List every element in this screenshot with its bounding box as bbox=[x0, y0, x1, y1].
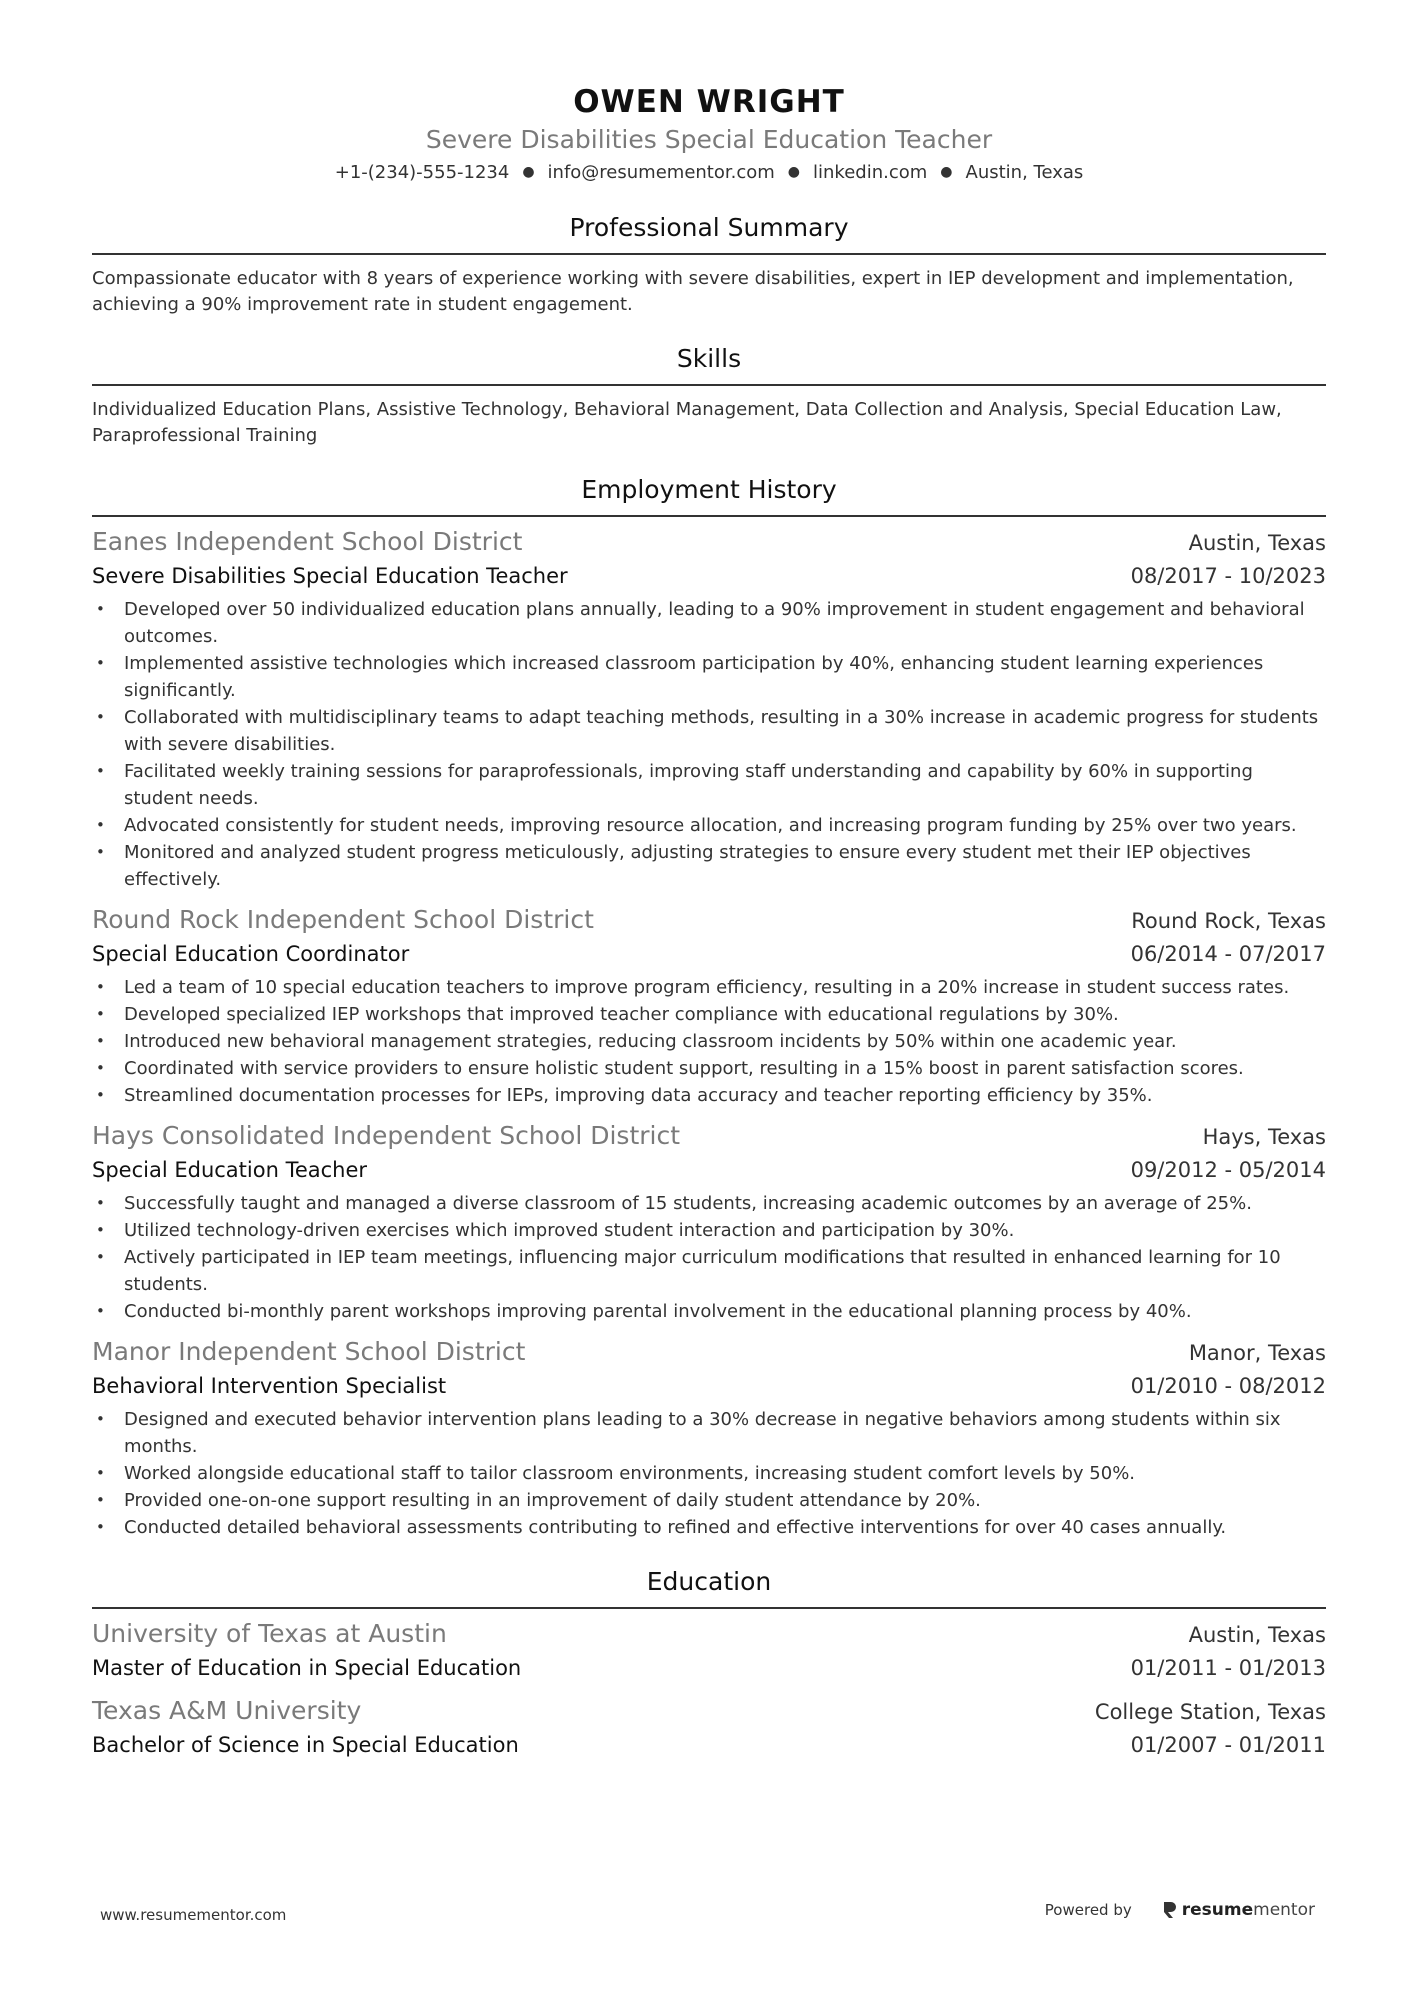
job-role: Severe Disabilities Special Education Teacher bbox=[92, 564, 568, 588]
school-name: University of Texas at Austin bbox=[92, 1619, 447, 1648]
job-location: Manor, Texas bbox=[1188, 1341, 1326, 1365]
contact-phone: +1-(234)-555-1234 bbox=[334, 162, 510, 183]
bullet-separator: ● bbox=[787, 164, 800, 180]
education-entry bbox=[92, 1617, 1326, 1684]
job-bullet: • Collaborated with multidisciplinary teams to adapt teaching methods, resulting in a 30% increase in academic progress for students with severe disabilities. bbox=[92, 704, 1326, 758]
contact-linkedin[interactable]: linkedin.com bbox=[813, 162, 928, 183]
bullet-separator: ● bbox=[522, 164, 535, 180]
footer-website[interactable]: www.resumementor.com bbox=[100, 1906, 287, 1924]
brand-name-bold: resume bbox=[1181, 1900, 1254, 1920]
job-location: Austin, Texas bbox=[1188, 531, 1326, 555]
footer-branding bbox=[1045, 1900, 1315, 1920]
job-bullet: • Worked alongside educational staff to tailor classroom environments, increasing student comfort levels by 50%. bbox=[92, 1460, 1326, 1487]
job-entry bbox=[92, 525, 1326, 893]
job-bullet: • Streamlined documentation processes for IEPs, improving data accuracy and teacher reporting efficiency by 35%. bbox=[92, 1082, 1326, 1109]
job-role: Behavioral Intervention Specialist bbox=[92, 1374, 447, 1398]
powered-by-label: Powered by bbox=[1044, 1901, 1132, 1919]
contact-email[interactable]: info@resumementor.com bbox=[547, 162, 775, 183]
summary-text: Compassionate educator with 8 years of experience working with severe disabilities, expert in IEP development and implementation, achieving a 90% improvement rate in student engagement. bbox=[92, 268, 1294, 315]
education-list bbox=[92, 1617, 1326, 1761]
job-dates: 01/2010 - 08/2012 bbox=[1130, 1374, 1326, 1398]
job-bullet: • Introduced new behavioral management strategies, reducing classroom incidents by 50% within one academic year. bbox=[92, 1028, 1326, 1055]
candidate-title: Severe Disabilities Special Education Teacher bbox=[425, 125, 993, 154]
job-bullet: • Conducted detailed behavioral assessments contributing to refined and effective interventions for over 40 cases annually. bbox=[92, 1514, 1326, 1541]
job-role: Special Education Coordinator bbox=[92, 942, 410, 966]
job-bullet: • Coordinated with service providers to ensure holistic student support, resulting in a 15% boost in parent satisfaction scores. bbox=[92, 1055, 1326, 1082]
job-bullet: • Advocated consistently for student needs, improving resource allocation, and increasing program funding by 25% over two years. bbox=[92, 812, 1326, 839]
education-dates: 01/2011 - 01/2013 bbox=[1130, 1656, 1326, 1680]
job-bullets bbox=[92, 1406, 1326, 1541]
section-heading-summary: Professional Summary bbox=[92, 211, 1326, 255]
job-location: Hays, Texas bbox=[1202, 1125, 1326, 1149]
job-organization: Manor Independent School District bbox=[92, 1337, 526, 1366]
job-dates: 06/2014 - 07/2017 bbox=[1130, 942, 1326, 966]
contact-line bbox=[92, 158, 1326, 187]
job-bullet: • Facilitated weekly training sessions for paraprofessionals, improving staff understanding and capability by 60% in supporting student needs. bbox=[92, 758, 1326, 812]
job-bullet: • Developed over 50 individualized education plans annually, leading to a 90% improvement in student engagement and behavioral outcomes. bbox=[92, 596, 1326, 650]
job-entry bbox=[92, 1335, 1326, 1541]
resume-page bbox=[92, 0, 1326, 1761]
section-heading-education: Education bbox=[92, 1565, 1326, 1609]
brand-logo[interactable] bbox=[1162, 1900, 1315, 1920]
education-dates: 01/2007 - 01/2011 bbox=[1130, 1733, 1326, 1757]
school-name: Texas A&M University bbox=[92, 1696, 362, 1725]
job-location: Round Rock, Texas bbox=[1131, 909, 1326, 933]
job-bullet: • Designed and executed behavior intervention plans leading to a 30% decrease in negative behaviors among students within six months. bbox=[92, 1406, 1326, 1460]
education-entry bbox=[92, 1694, 1326, 1761]
degree: Master of Education in Special Education bbox=[92, 1656, 522, 1680]
brand-name-light: mentor bbox=[1253, 1900, 1315, 1920]
job-bullet: • Actively participated in IEP team meetings, influencing major curriculum modifications that resulted in enhanced learning for 10 students. bbox=[92, 1244, 1326, 1298]
candidate-name: OWEN WRIGHT bbox=[573, 84, 845, 120]
job-role: Special Education Teacher bbox=[92, 1158, 368, 1182]
contact-location: Austin, Texas bbox=[965, 162, 1084, 183]
job-bullet: • Monitored and analyzed student progress meticulously, adjusting strategies to ensure every student met their IEP objectives effectively. bbox=[92, 839, 1326, 893]
school-location: College Station, Texas bbox=[1094, 1700, 1326, 1724]
resumementor-logo-icon bbox=[1162, 1900, 1178, 1920]
job-entry bbox=[92, 1119, 1326, 1325]
bullet-separator: ● bbox=[940, 164, 953, 180]
job-bullet: • Implemented assistive technologies which increased classroom participation by 40%, enhancing student learning experiences significantly. bbox=[92, 650, 1326, 704]
job-bullet: • Led a team of 10 special education teachers to improve program efficiency, resulting in a 20% increase in student success rates. bbox=[92, 974, 1326, 1001]
job-organization: Eanes Independent School District bbox=[92, 527, 523, 556]
school-location: Austin, Texas bbox=[1188, 1623, 1326, 1647]
job-bullet: • Developed specialized IEP workshops that improved teacher compliance with educational regulations by 30%. bbox=[92, 1001, 1326, 1028]
job-organization: Round Rock Independent School District bbox=[92, 905, 594, 934]
job-bullets bbox=[92, 1190, 1326, 1325]
job-dates: 09/2012 - 05/2014 bbox=[1130, 1158, 1326, 1182]
job-bullets bbox=[92, 974, 1326, 1109]
resume-header bbox=[92, 0, 1326, 187]
job-bullet: • Utilized technology-driven exercises which improved student interaction and participation by 30%. bbox=[92, 1217, 1326, 1244]
job-bullets bbox=[92, 596, 1326, 893]
job-bullet: • Provided one-on-one support resulting in an improvement of daily student attendance by 20%. bbox=[92, 1487, 1326, 1514]
job-organization: Hays Consolidated Independent School District bbox=[92, 1121, 681, 1150]
degree: Bachelor of Science in Special Education bbox=[92, 1733, 519, 1757]
job-bullet: • Conducted bi-monthly parent workshops improving parental involvement in the educational planning process by 40%. bbox=[92, 1298, 1326, 1325]
employment-list bbox=[92, 525, 1326, 1541]
job-dates: 08/2017 - 10/2023 bbox=[1130, 564, 1326, 588]
job-bullet: • Successfully taught and managed a diverse classroom of 15 students, increasing academic outcomes by an average of 25%. bbox=[92, 1190, 1326, 1217]
section-heading-skills: Skills bbox=[92, 342, 1326, 386]
skills-text: Individualized Education Plans, Assistive Technology, Behavioral Management, Data Collection and Analysis, Special Education Law, Paraprofessional Training bbox=[92, 399, 1282, 446]
section-heading-employment: Employment History bbox=[92, 473, 1326, 517]
job-entry bbox=[92, 903, 1326, 1109]
